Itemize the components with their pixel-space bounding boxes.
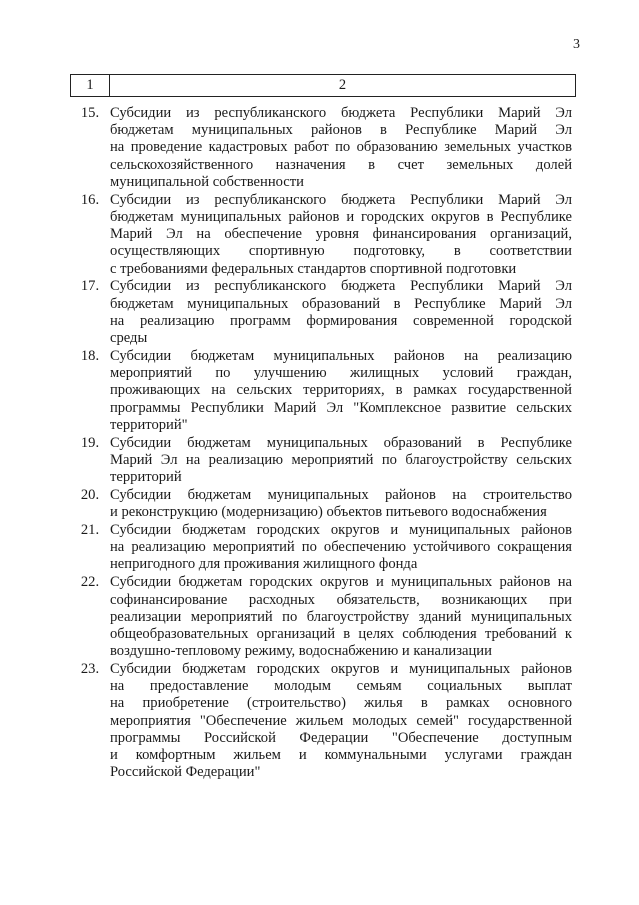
item-number: 16. <box>80 191 100 208</box>
item-text-line: территорий" <box>110 416 188 433</box>
item-text-line: на реализацию программ формирования современной городской <box>110 312 572 329</box>
item-text-line: мероприятия "Обеспечение жильем молодых семей" государственной <box>110 712 572 729</box>
list-item <box>70 661 572 781</box>
column-header-2: 2 <box>110 75 576 97</box>
item-number: 15. <box>80 105 100 121</box>
item-text-line: общеобразовательных организаций в целях соблюдения требований к <box>110 625 572 642</box>
item-text-line: Субсидии бюджетам муниципальных районов на строительство <box>110 486 572 503</box>
item-text-line: софинансирование расходных обязательств, возникающих при <box>110 591 572 608</box>
item-number: 20. <box>80 486 100 503</box>
item-text-line: Субсидии бюджетам городских округов и муниципальных районов <box>110 522 572 538</box>
item-text-line: Субсидии из республиканского бюджета Республики Марий Эл <box>110 191 572 208</box>
list-item <box>70 192 572 278</box>
list-item <box>70 522 572 574</box>
item-text-line: воздушно-тепловому режиму, водоснабжению и канализации <box>110 643 492 660</box>
list-item <box>70 574 572 660</box>
item-text-line: бюджетам муниципальных районов и городских округов в Республике <box>110 208 572 225</box>
item-text-line: реализации мероприятий по благоустройству зданий муниципальных <box>110 608 572 625</box>
item-text <box>110 487 572 521</box>
item-number: 21. <box>80 522 100 538</box>
item-text-line: Марий Эл на реализацию мероприятий по благоустройству сельских <box>110 451 572 468</box>
item-text-line: осуществляющих спортивную подготовку, в соответствии <box>110 243 572 260</box>
item-text-line: Субсидии из республиканского бюджета Республики Марий Эл <box>110 105 572 121</box>
list-item <box>70 435 572 487</box>
item-text-line: Марий Эл на обеспечение уровня финансирования организаций, <box>110 226 572 243</box>
item-text-line: сельскохозяйственного назначения в счет земельных долей <box>110 156 572 173</box>
item-text-line: с требованиями федеральных стандартов спортивной подготовки <box>110 260 517 277</box>
item-number: 23. <box>80 661 100 677</box>
item-text <box>110 574 572 660</box>
item-text <box>110 192 572 278</box>
item-text <box>110 661 572 781</box>
item-text-line: на проведение кадастровых работ по образованию земельных участков <box>110 139 572 156</box>
item-text-line: на приобретение (строительство) жилья в рамках основного <box>110 695 572 712</box>
item-text <box>110 435 572 487</box>
item-text-line: на реализацию мероприятий по обеспечению устойчивого сокращения <box>110 539 572 556</box>
item-text-line: Субсидии бюджетам муниципальных районов на реализацию <box>110 347 572 364</box>
item-text-line: проживающих на сельских территориях, в рамках государственной <box>110 382 572 399</box>
item-text-line: муниципальной собственности <box>110 173 304 190</box>
list-item <box>70 487 572 521</box>
item-number: 17. <box>80 278 100 295</box>
column-header-table <box>70 74 576 97</box>
item-number: 18. <box>80 347 100 364</box>
list-item <box>70 105 572 191</box>
item-text-line: и комфортным жильем и коммунальными услугами граждан <box>110 747 572 764</box>
item-text-line: и реконструкцию (модернизацию) объектов питьевого водоснабжения <box>110 504 547 521</box>
item-text-line: Субсидии бюджетам городских округов и муниципальных районов на <box>110 574 572 591</box>
item-number: 22. <box>80 574 100 591</box>
item-text-line: бюджетам муниципальных образований в Республике Марий Эл <box>110 295 572 312</box>
item-text <box>110 105 572 191</box>
item-number: 19. <box>80 434 100 451</box>
item-text-line: мероприятий по улучшению жилищных условий граждан, <box>110 365 572 382</box>
item-text-line: территорий <box>110 469 182 486</box>
item-text-line: бюджетам муниципальных районов в Республике Марий Эл <box>110 122 572 139</box>
item-text-line: Субсидии бюджетам городских округов и муниципальных районов <box>110 661 572 677</box>
item-text-line: непригодного для проживания жилищного фонда <box>110 556 418 573</box>
item-text <box>110 278 572 347</box>
item-text-line: на предоставление молодым семьям социальных выплат <box>110 678 572 695</box>
item-text <box>110 348 572 434</box>
item-text <box>110 522 572 574</box>
page-number: 3 <box>573 37 580 52</box>
item-text-line: Субсидии из республиканского бюджета Республики Марий Эл <box>110 278 572 295</box>
item-text-line: Субсидии бюджетам муниципальных образований в Республике <box>110 434 572 451</box>
list-item <box>70 348 572 434</box>
subsidy-list <box>70 105 572 782</box>
item-text-line: программы Республики Марий Эл "Комплексное развитие сельских <box>110 399 572 416</box>
item-text-line: Российской Федерации" <box>110 764 261 781</box>
list-item <box>70 278 572 347</box>
item-text-line: среды <box>110 330 148 347</box>
column-header-1: 1 <box>71 75 110 97</box>
item-text-line: программы Российской Федерации "Обеспечение доступным <box>110 729 572 746</box>
